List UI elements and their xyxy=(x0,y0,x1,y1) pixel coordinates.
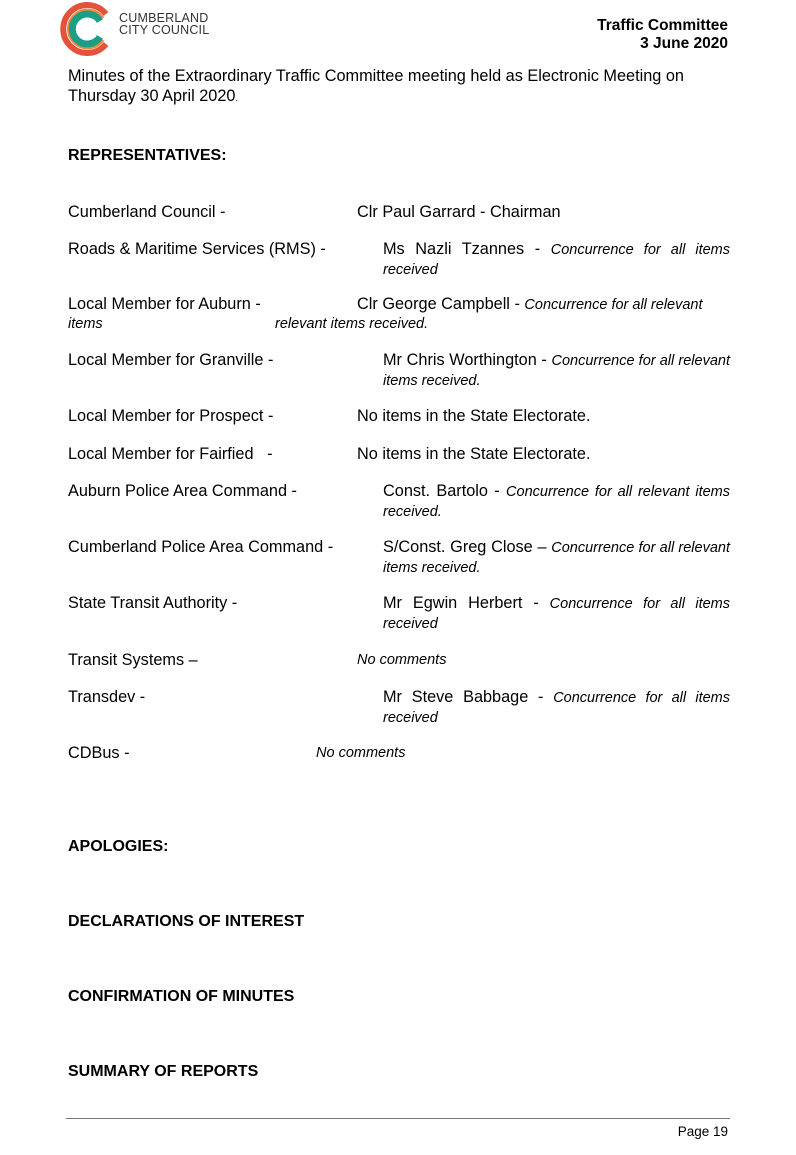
rep-role: Auburn Police Area Command - xyxy=(68,482,297,500)
declarations-heading: DECLARATIONS OF INTEREST xyxy=(68,913,305,930)
rep-role: Local Member for Granville - xyxy=(68,351,274,369)
rep-role: Transdev - xyxy=(68,688,146,706)
rep-note: No comments xyxy=(357,652,447,668)
intro-paragraph xyxy=(68,67,730,108)
rep-entry xyxy=(383,351,730,391)
apologies-heading: APOLOGIES: xyxy=(68,838,169,855)
rep-name: No items in the State Electorate. xyxy=(357,407,591,425)
rep-wrap-items: items xyxy=(68,316,103,332)
rep-entry xyxy=(383,240,730,280)
rep-note: Concurrence for all relevant items received. xyxy=(383,540,730,576)
rep-role: Cumberland Police Area Command - xyxy=(68,538,334,556)
representatives-heading: REPRESENTATIVES: xyxy=(68,147,227,164)
rep-role: CDBus - xyxy=(68,744,130,762)
rep-note: Concurrence for all items received xyxy=(383,596,730,632)
intro-text: Minutes of the Extraordinary Traffic Committee meeting held as Electronic Meeting on Thursday 30 April 2020 xyxy=(68,67,684,105)
summary-heading: SUMMARY OF REPORTS xyxy=(68,1063,259,1080)
rep-note: No comments xyxy=(316,745,406,761)
rep-role: Local Member for Auburn - xyxy=(68,295,261,313)
confirmation-heading: CONFIRMATION OF MINUTES xyxy=(68,988,295,1005)
page-number: Page 19 xyxy=(677,1124,728,1139)
rep-wrap-note: relevant items received. xyxy=(275,316,429,332)
committee-title: Traffic Committee xyxy=(597,17,728,34)
rep-name: Mr Chris Worthington - xyxy=(383,351,552,369)
rep-entry xyxy=(383,594,730,634)
rep-note: Concurrence for all relevant items received. xyxy=(383,353,730,389)
rep-entry xyxy=(383,538,730,578)
council-name-line2: CITY COUNCIL xyxy=(119,23,210,37)
council-name-line1: CUMBERLAND xyxy=(119,11,209,25)
rep-role: Local Member for Prospect - xyxy=(68,407,274,425)
rep-note: Concurrence for all relevant items received. xyxy=(383,484,730,520)
rep-role: Cumberland Council - xyxy=(68,203,226,221)
rep-role: Local Member for Fairfied - xyxy=(68,445,273,463)
cumberland-logo xyxy=(54,0,116,56)
rep-name: S/Const. Greg Close – xyxy=(383,538,552,556)
rep-name: Ms Nazli Tzannes - xyxy=(383,240,551,258)
rep-entry xyxy=(357,295,703,315)
rep-name: Clr George Campbell - xyxy=(357,295,525,313)
rep-entry xyxy=(383,482,730,522)
rep-name: Const. Bartolo - xyxy=(383,482,507,500)
footer-divider xyxy=(66,1118,730,1119)
rep-role: Transit Systems – xyxy=(68,651,198,669)
rep-name: Mr Egwin Herbert - xyxy=(383,594,550,612)
rep-note: Concurrence for all items received xyxy=(383,690,731,726)
rep-note: Concurrence for all items received xyxy=(383,242,731,278)
rep-name: Mr Steve Babbage - xyxy=(383,688,554,706)
meeting-date: 3 June 2020 xyxy=(640,35,728,52)
rep-role: Roads & Maritime Services (RMS) - xyxy=(68,240,326,258)
rep-role: State Transit Authority - xyxy=(68,594,238,612)
rep-note: Concurrence for all relevant xyxy=(524,297,703,313)
logo-teal-arc xyxy=(72,14,100,44)
rep-name: Clr Paul Garrard - Chairman xyxy=(357,203,561,221)
intro-tail: . xyxy=(235,92,238,103)
rep-name: No items in the State Electorate. xyxy=(357,445,591,463)
rep-entry xyxy=(383,688,730,728)
